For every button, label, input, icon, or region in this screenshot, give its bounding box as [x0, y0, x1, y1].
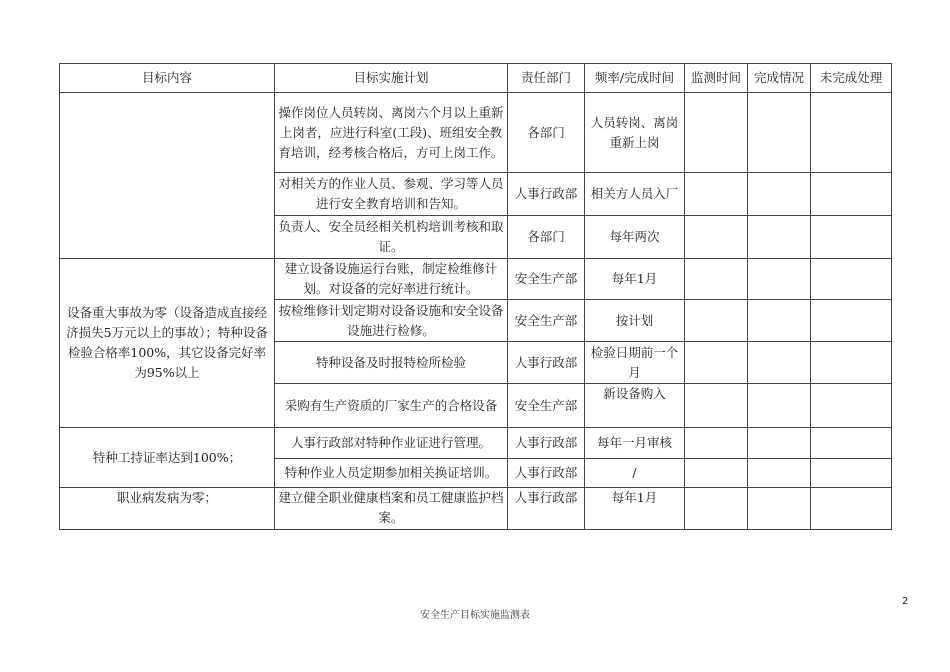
unfinished-cell — [811, 384, 892, 428]
plan-cell: 人事行政部对特种作业证进行管理。 — [275, 428, 508, 459]
unfinished-cell — [811, 93, 892, 173]
dept-cell: 人事行政部 — [508, 488, 585, 530]
unfinished-cell — [811, 342, 892, 384]
monitor-cell — [685, 93, 748, 173]
dept-cell: 人事行政部 — [508, 459, 585, 488]
target-cell: 设备重大事故为零（设备造成直接经济损失5万元以上的事故）；特种设备检验合格率100%，其它设备完好率为95%以上 — [60, 259, 275, 428]
plan-cell: 负责人、安全员经相关机构培训考核和取证。 — [275, 216, 508, 259]
freq-cell: 新设备购入 — [585, 384, 685, 428]
monitor-cell — [685, 428, 748, 459]
plan-cell: 操作岗位人员转岗、离岗六个月以上重新上岗者，应进行科室(工段)、班组安全教育培训，经考核合格后，方可上岗工作。 — [275, 93, 508, 173]
target-cell — [60, 93, 275, 259]
plan-cell: 特种设备及时报特检所检验 — [275, 342, 508, 384]
dept-cell: 人事行政部 — [508, 428, 585, 459]
dept-cell: 各部门 — [508, 216, 585, 259]
table-row — [60, 488, 892, 530]
header-unfinished: 未完成处理 — [811, 64, 892, 93]
freq-cell: 每年1月 — [585, 259, 685, 300]
header-dept: 责任部门 — [508, 64, 585, 93]
freq-cell: 按计划 — [585, 300, 685, 342]
target-cell: 特种工持证率达到100%； — [60, 428, 275, 488]
header-plan: 目标实施计划 — [275, 64, 508, 93]
plan-cell: 特种作业人员定期参加相关换证培训。 — [275, 459, 508, 488]
plan-cell: 建立健全职业健康档案和员工健康监护档案。 — [275, 488, 508, 530]
plan-cell: 采购有生产资质的厂家生产的合格设备 — [275, 384, 508, 428]
status-cell — [748, 459, 811, 488]
monitor-cell — [685, 259, 748, 300]
dept-cell: 人事行政部 — [508, 342, 585, 384]
dept-cell: 各部门 — [508, 93, 585, 173]
status-cell — [748, 216, 811, 259]
unfinished-cell — [811, 216, 892, 259]
monitor-cell — [685, 488, 748, 530]
unfinished-cell — [811, 428, 892, 459]
freq-cell: 每年两次 — [585, 216, 685, 259]
status-cell — [748, 173, 811, 216]
dept-cell: 安全生产部 — [508, 259, 585, 300]
freq-cell: 检验日期前一个月 — [585, 342, 685, 384]
header-row — [60, 64, 892, 93]
monitor-cell — [685, 216, 748, 259]
freq-cell: 每年一月审核 — [585, 428, 685, 459]
monitor-cell — [685, 384, 748, 428]
header-status: 完成情况 — [748, 64, 811, 93]
header-target: 目标内容 — [60, 64, 275, 93]
target-plan-table — [59, 63, 892, 530]
monitor-cell — [685, 342, 748, 384]
monitor-cell — [685, 173, 748, 216]
unfinished-cell — [811, 259, 892, 300]
page-number: 2 — [902, 596, 909, 607]
status-cell — [748, 342, 811, 384]
dept-cell: 安全生产部 — [508, 300, 585, 342]
status-cell — [748, 384, 811, 428]
status-cell — [748, 488, 811, 530]
freq-cell: 相关方人员入厂 — [585, 173, 685, 216]
plan-cell: 建立设备设施运行台账，制定检维修计划。对设备的完好率进行统计。 — [275, 259, 508, 300]
status-cell — [748, 259, 811, 300]
status-cell — [748, 428, 811, 459]
freq-cell: 人员转岗、离岗重新上岗 — [585, 93, 685, 173]
monitor-cell — [685, 459, 748, 488]
plan-cell: 对相关方的作业人员、参观、学习等人员进行安全教育培训和告知。 — [275, 173, 508, 216]
status-cell — [748, 300, 811, 342]
target-cell: 职业病发病为零； — [60, 488, 275, 530]
page-footer: 安全生产目标实施监测表 — [420, 610, 530, 621]
table-row — [60, 428, 892, 459]
header-monitor: 监测时间 — [685, 64, 748, 93]
unfinished-cell — [811, 488, 892, 530]
table-row — [60, 93, 892, 173]
status-cell — [748, 93, 811, 173]
unfinished-cell — [811, 300, 892, 342]
table-row — [60, 259, 892, 300]
plan-cell: 按检维修计划定期对设备设施和安全设备设施进行检修。 — [275, 300, 508, 342]
freq-cell: 每年1月 — [585, 488, 685, 530]
header-freq: 频率/完成时间 — [585, 64, 685, 93]
freq-cell: / — [585, 459, 685, 488]
monitor-cell — [685, 300, 748, 342]
dept-cell: 安全生产部 — [508, 384, 585, 428]
unfinished-cell — [811, 459, 892, 488]
unfinished-cell — [811, 173, 892, 216]
dept-cell: 人事行政部 — [508, 173, 585, 216]
